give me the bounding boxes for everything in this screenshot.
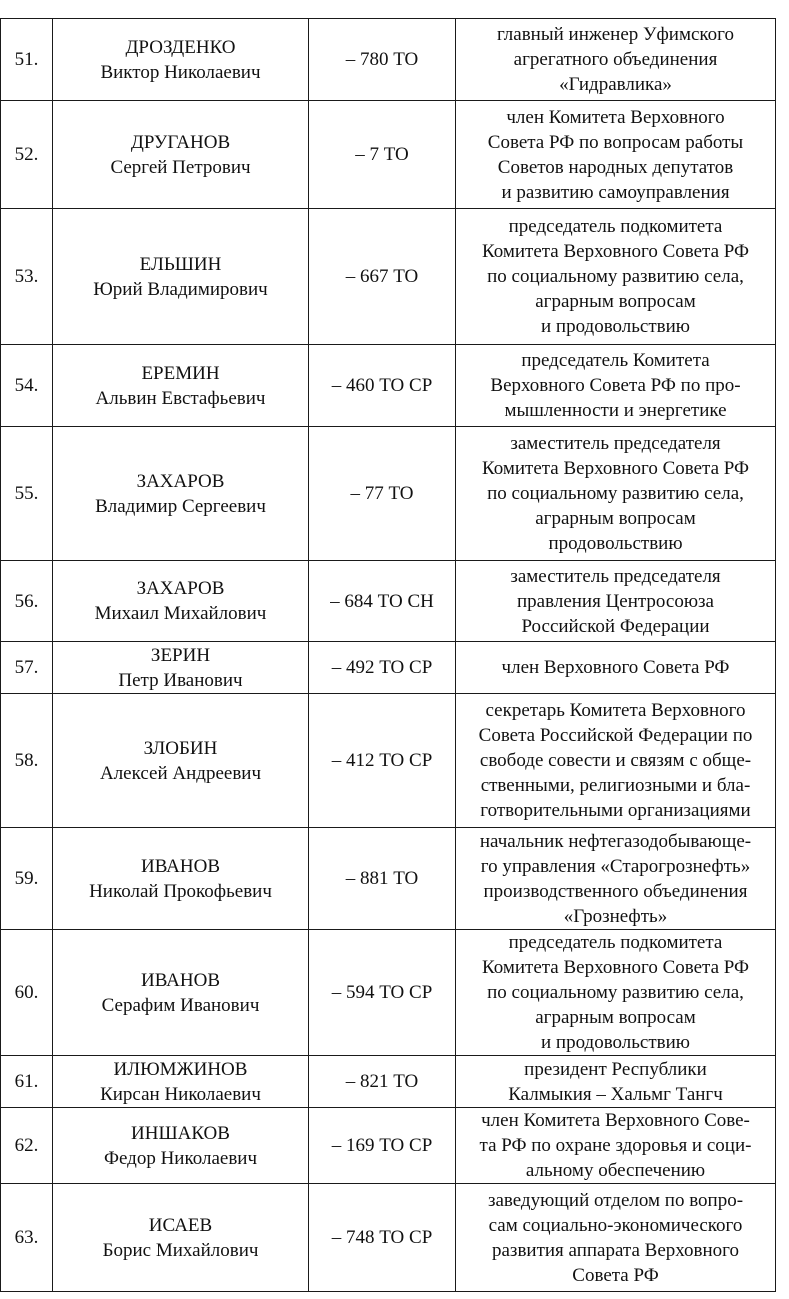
position-line: развития аппарата Верховного <box>492 1239 739 1261</box>
row-number: 55. <box>1 427 53 561</box>
deputy-name-cell <box>53 427 309 561</box>
deputy-given-names: Сергей Петрович <box>110 156 251 178</box>
row-number: 61. <box>1 1056 53 1108</box>
position-line: альному обеспечению <box>525 1160 706 1181</box>
position-line: заместитель председателя <box>510 565 721 587</box>
position-cell <box>456 1184 776 1292</box>
vote-code: – 492 ТО СР <box>309 642 456 694</box>
position-cell <box>456 930 776 1056</box>
position-line: аграрным вопросам <box>535 1007 696 1028</box>
position-line: Российской Федерации <box>521 615 710 637</box>
table-row <box>1 101 776 209</box>
deputy-given-names: Серафим Иванович <box>101 994 260 1016</box>
deputy-surname: ЕЛЬШИН <box>139 253 222 275</box>
vote-code: – 780 ТО <box>309 19 456 101</box>
deputy-surname: ЗАХАРОВ <box>136 470 225 492</box>
deputy-name-cell <box>53 209 309 345</box>
table-row <box>1 1108 776 1184</box>
position-cell <box>456 1108 776 1184</box>
deputy-given-names: Петр Иванович <box>118 669 243 691</box>
deputy-surname: ИВАНОВ <box>140 855 221 877</box>
vote-code: – 412 ТО СР <box>309 694 456 828</box>
deputy-given-names: Альвин Евстафьевич <box>95 387 266 409</box>
deputy-name-cell <box>53 561 309 642</box>
table-body <box>1 19 776 1292</box>
vote-code: – 7 ТО <box>309 101 456 209</box>
table-row <box>1 1056 776 1108</box>
deputy-surname: ЗЛОБИН <box>143 737 218 759</box>
position-line: секретарь Комитета Верховного <box>485 700 746 721</box>
deputy-surname: ДРОЗДЕНКО <box>125 36 236 58</box>
deputy-given-names: Алексей Андреевич <box>99 762 262 784</box>
position-line: Совета РФ <box>572 1264 659 1286</box>
deputy-surname: ИСАЕВ <box>148 1214 213 1236</box>
position-line: член Верховного Совета РФ <box>501 657 730 678</box>
deputy-name-cell <box>53 642 309 694</box>
position-cell <box>456 427 776 561</box>
deputy-given-names: Борис Михайлович <box>102 1239 259 1261</box>
position-line: сам социально-экономического <box>488 1214 743 1236</box>
position-line: продовольствию <box>548 533 683 554</box>
deputy-surname: ИНШАКОВ <box>131 1122 230 1144</box>
position-line: член Комитета Верховного Сове- <box>481 1110 750 1131</box>
deputy-given-names: Николай Прокофьевич <box>89 880 272 902</box>
position-line: и продовольствию <box>540 1032 690 1053</box>
position-line: правления Центросоюза <box>517 590 714 612</box>
position-line: президент Республики <box>524 1058 707 1080</box>
row-number: 53. <box>1 209 53 345</box>
table-row <box>1 345 776 427</box>
position-line: аграрным вопросам <box>535 508 696 529</box>
table-row <box>1 930 776 1056</box>
position-cell <box>456 694 776 828</box>
deputy-name-cell <box>53 828 309 930</box>
position-cell <box>456 19 776 101</box>
vote-code: – 667 ТО <box>309 209 456 345</box>
position-line: Совета РФ по вопросам работы <box>487 131 744 153</box>
position-line: и продовольствию <box>540 316 690 337</box>
deputy-surname: ЕРЕМИН <box>141 362 220 384</box>
deputy-given-names: Кирсан Николаевич <box>100 1083 261 1105</box>
deputy-given-names: Владимир Сергеевич <box>95 495 266 517</box>
deputy-name-cell <box>53 101 309 209</box>
deputy-given-names: Федор Николаевич <box>103 1147 258 1169</box>
position-line: Комитета Верховного Совета РФ <box>481 957 750 978</box>
deputy-given-names: Михаил Михайлович <box>94 603 267 624</box>
table-row <box>1 1184 776 1292</box>
position-line: и развитию самоуправления <box>501 181 730 203</box>
position-line: заместитель председателя <box>510 433 721 454</box>
position-line: ственными, религиозными и бла- <box>480 775 751 796</box>
position-cell <box>456 561 776 642</box>
vote-code: – 748 ТО СР <box>309 1184 456 1292</box>
position-line: аграрным вопросам <box>535 291 696 312</box>
table-row <box>1 209 776 345</box>
position-line: председатель подкомитета <box>508 216 723 237</box>
row-number: 51. <box>1 19 53 101</box>
position-line: Калмыкия – Хальмг Тангч <box>508 1083 723 1105</box>
row-number: 59. <box>1 828 53 930</box>
row-number: 56. <box>1 561 53 642</box>
position-line: по социальному развитию села, <box>487 483 744 504</box>
table-row <box>1 19 776 101</box>
position-cell <box>456 345 776 427</box>
position-line: Советов народных депутатов <box>497 156 734 178</box>
row-number: 62. <box>1 1108 53 1184</box>
position-line: начальник нефтегазодобывающе- <box>479 830 752 852</box>
position-cell <box>456 209 776 345</box>
position-line: заведующий отделом по вопро- <box>487 1189 744 1211</box>
position-line: Совета Российской Федерации по <box>478 725 753 746</box>
position-line: председатель Комитета <box>521 350 710 371</box>
position-line: свободе совести и связям с обще- <box>479 750 752 771</box>
position-line: производственного объединения <box>483 880 748 902</box>
position-cell <box>456 642 776 694</box>
position-line: по социальному развитию села, <box>487 982 744 1003</box>
vote-code: – 684 ТО СН <box>309 561 456 642</box>
deputy-name-cell <box>53 1184 309 1292</box>
deputy-surname: ИВАНОВ <box>140 969 221 991</box>
deputies-table <box>0 18 776 1292</box>
vote-code: – 881 ТО <box>309 828 456 930</box>
position-cell <box>456 828 776 930</box>
deputy-given-names: Виктор Николаевич <box>100 61 261 83</box>
position-line: главный инженер Уфимского <box>496 24 735 45</box>
deputy-surname: ЗЕРИН <box>150 644 211 666</box>
position-cell <box>456 1056 776 1108</box>
position-line: агрегатного объединения <box>513 49 718 70</box>
position-line: готворительными организациями <box>480 800 751 821</box>
vote-code: – 169 ТО СР <box>309 1108 456 1184</box>
row-number: 54. <box>1 345 53 427</box>
deputy-name-cell <box>53 345 309 427</box>
vote-code: – 821 ТО <box>309 1056 456 1108</box>
deputy-name-cell <box>53 1108 309 1184</box>
position-line: «Гидравлика» <box>559 74 672 95</box>
position-line: Комитета Верховного Совета РФ <box>481 458 750 479</box>
table-row <box>1 561 776 642</box>
row-number: 63. <box>1 1184 53 1292</box>
vote-code: – 77 ТО <box>309 427 456 561</box>
table-row <box>1 427 776 561</box>
row-number: 52. <box>1 101 53 209</box>
deputy-surname: ЗАХАРОВ <box>136 578 225 599</box>
deputy-surname: ИЛЮМЖИНОВ <box>113 1058 248 1080</box>
deputy-name-cell <box>53 694 309 828</box>
deputy-name-cell <box>53 19 309 101</box>
row-number: 60. <box>1 930 53 1056</box>
table-row <box>1 694 776 828</box>
position-line: Комитета Верховного Совета РФ <box>481 241 750 262</box>
deputy-name-cell <box>53 1056 309 1108</box>
position-line: «Грознефть» <box>563 905 668 927</box>
deputy-given-names: Юрий Владимирович <box>93 278 268 300</box>
position-line: мышленности и энергетике <box>504 400 727 421</box>
position-line: член Комитета Верховного <box>506 106 725 128</box>
position-cell <box>456 101 776 209</box>
row-number: 57. <box>1 642 53 694</box>
deputy-name-cell <box>53 930 309 1056</box>
row-number: 58. <box>1 694 53 828</box>
vote-code: – 460 ТО СР <box>309 345 456 427</box>
position-line: председатель подкомитета <box>508 932 723 953</box>
position-line: та РФ по охране здоровья и соци- <box>479 1135 752 1156</box>
deputy-surname: ДРУГАНОВ <box>130 131 231 153</box>
position-line: Верховного Совета РФ по про- <box>490 375 741 396</box>
position-line: по социальному развитию села, <box>487 266 744 287</box>
table-row <box>1 828 776 930</box>
vote-code: – 594 ТО СР <box>309 930 456 1056</box>
table-row <box>1 642 776 694</box>
position-line: го управления «Старогрознефть» <box>480 855 751 877</box>
